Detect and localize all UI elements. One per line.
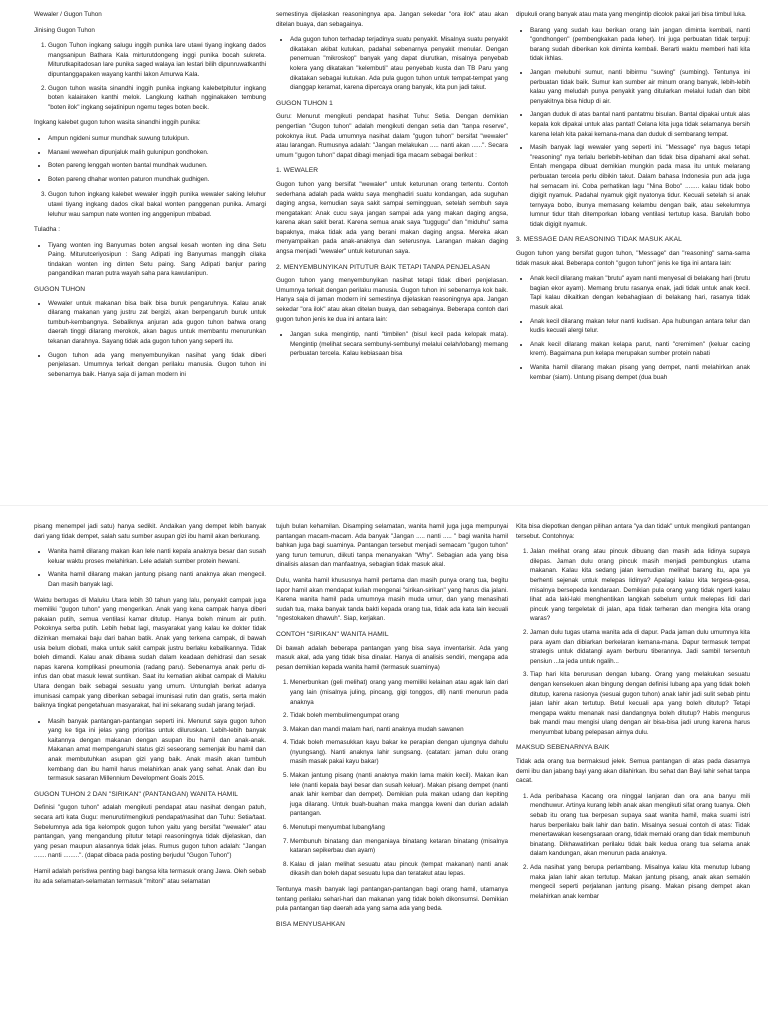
paragraph: Tidak ada orang tua bermaksud jelek. Semua pantangan di atas pada dasarnya demi ibu dan jabang bayi yang akan dilahirkan. Ibu sehat dan Bayi lahir sehat tanpa cacat. [516,758,750,785]
bullet-list [34,241,266,279]
numbered-list [34,41,266,112]
subsection-heading: 1. WEWALER [276,167,319,175]
bullet-list [276,330,508,359]
list-item: • Anak kecil dilarang makan "brutu" ayam nanti menyesal di belakang hari (brutu bagian ekor ayam). Memang brutu rasanya enak, jadi tidak untuk anak kecil. Tapi kalau dikaitkan dengan kebahagiaan di belakang hari, rasanya tidak masuk akal. [530,274,750,312]
list-item: • Masih banyak pantangan-pantangan seperti ini. Menurut saya gugon tuhon yang ke tiga ini jelas yang prioritas untuk diluruskan. Lebih-lebih banyak kaitannya dengan makanan dengan asupan ibu hamil dan anak-anak. Makanan amat mempengaruhi status gizi seseorang semenjak ibu hamil dan anak membutuhkan asupan gizi yang baik. Anak masih akan tumbuh kembang dan ibu hamil harus melahirkan anak yang sehat. Anak dan ibu termasuk sasaran Millennium Development Goals 2015. [48,717,266,784]
paragraph: Definisi "gugon tuhon" adalah mengikuti pendapat atau nasihat dengan patuh, secara arti kata Gugu: menuruti/mengikuti pendapat/nasihat dan Tuhu: Setia/taat. Sebelumnya ada tiga kelompok gugon tuhon yaitu yang bersifat "wewaler" atau pantangan, yang mengandung pitutur tetapi reasoningnya tidak dijelaskan, dan yang pesan maupun alasannya tidak jelas. Rumus gugon tuhon adalah: "Jangan ....... nanti .........". (dapat dibaca pada posting berjudul "Gugon Tuhon") [34,804,266,860]
subsection-heading: 2. MENYEMBUNYIKAN PITUTUR BAIK TETAPI TANPA PENJELASAN [276,263,491,271]
list-item: 2. Jaman dulu tugas utama wanita ada di dapur. Pada jaman dulu umumnya kita para ayam dan dibiarkan berkelaran kemana-mana. Dapur termasuk tempat strategis untuk didatangi ayam berburu tiberannya. Jadi sambil tersentuh pensiun ...ta jeda untuk ngalih... [530,628,750,666]
list-item: 7. Membunuh binatang dan menganiaya binatang ketaran binatang (misalnya kataran sepikerbau dan ayam) [290,837,508,856]
list-item: • Manawi wewehan dipunjaluk malih gulunipun gondhoken. [48,148,266,158]
bullet-list [516,274,750,382]
paragraph: Gugon tuhon yang menyembunyikan nasihat tetapi tidak diberi penjelasan. Umumnya terkait dengan perilaku manusia. Gugon tuhon ini sebenarnya kok baik. Hanya saja di jaman modern ini semestinya dijelaskan reasoningnya apa. Jangan sekedar "ora ilok" atau akan ditelan buaya, dan sebagainya. Beberapa contoh dari gugon tuhon jenis ke dua ini antara lain: [276,277,508,323]
list-item: • Anak kecil dilarang makan telur nanti kudisan. Apa hubungan antara telur dan kudis kecuali alergi telur. [530,317,750,336]
list-item: 3. Tiap hari kita berurusan dengan lubang. Orang yang melakukan sesuatu dengan kensekuen akan bingung dengan definisi lubang apa yang tidak boleh ditutup, karena rasionya (sesuai gugon tuhon) anak lahir jadi sulit sebab pintu jalan lahir akan tertutup. Betul kecuali apa yang boleh ditutup? Tetapi mengapa waktu menanak nasi dandangnya boleh ditutup? Habis mengurus bak mandi mau mengisi ulang dengan air bisa-bisa jadi urung karena harus menyumbat lubang pelepasan airnya dulu. [530,670,750,737]
page2-column-1 [34,522,266,1018]
paragraph: Di bawah adalah beberapa pantangan yang bisa saya inventarisir. Ada yang masuk akal, ada yang tidak bisa dinalar. Hanya di analisis sendiri, mengapa ada pesan demikian kepada wanita hamil (termasuk suaminya) [276,644,508,671]
list-item: • Boten pareng lenggah wonten bantal mundhak wudunen. [48,161,266,171]
page2-column-2 [276,522,508,1018]
list-item: 1. Jalan melihat orang atau pincuk dibuang dan masih ada lidinya supaya dilepas. Jaman dulu orang pincuk masih menjadi pembungkus utama makanan. Kalau kita sedang jalan kemudian melihat barang itu, apa ya berhenti sejenak untuk melepas lidinya? Apalagi kalau kita tergesa-gesa, misalnya bersepeda kendaraan. Demikian pula orang yang tidak ngerti kalau lihat ada laki-laki menghentikan langkah sebelum untuk melepas lidi dari pincuk yang tergeletak di jalan, apa tidak terheran dan mengira kita orang waras? [530,547,750,624]
bullet-list [34,717,266,784]
section-heading: BISA MENYUSAHKAN [276,920,346,928]
list-item: • Jangan duduk di atas bantal nanti pantatmu bisulan. Bantal dipakai untuk alas kepala kok dipakai untuk alas pantat! Celana kita juga tidak selamanya bersih karena lelah kita pakai kemana-mana dan duduk di sembarang tempat. [530,110,750,139]
list-item: 2. Ada nasihat yang berupa perlambang. Misalnya kalau kita menutup lubang maka jalan lahir akan tertutup. Makan jantung pisang, anak akan semakin mengecil seperti perjalanan jantung pisang. Makan pisang dempet akan melahirkan anak kembar [530,863,750,901]
list-item: • Jangan suka mengintip, nanti "timbilen" (bisul kecil pada kelopak mata). Mengintip (melihat secara sembunyi-sembunyi melalui celah/lobang) memang perbuatan tercela. Kalau kebiasaan bisa [290,330,508,359]
list-item: 1. Gugon Tuhon ingkang salugu inggih punika lare utawi tiyang ingkang dados mangsanipun Bathara Kala mirturutdongeng inggi punika bocah sukreta. Miturutkapitadosan lare punika saged walaya ian lestari bilih dipunruwatkanthi dipuntanggapaken wayang kanthi lakon Amurwa Kala. [48,41,266,79]
list-item: • Anak kecil dilarang makan kelapa parut, nanti "cremimen" (keluar cacing krem). Bagaimana pun kelapa merupakan sumber protein nabati [530,340,750,359]
list-item: 2. Gugon tuhon wasita sinandhi inggih punika ingkang kalebetpitutur ingkang boten kalairaken kanthi melok. Langkung kathah ngginakaken tembung "boten ilok" ingkang sejatinipun ngemu teges boten becik. [48,84,266,113]
paragraph: dipukuli orang banyak atau mata yang mengintip dicolok pakai jari bisa timbul luka. [516,11,747,18]
list-item: 1. Ada peribahasa Kacang ora ninggal lanjaran dan ora ana banyu mili mendhuwur. Artinya kurang lebih anak akan mengikuti sifat orang tuanya. Oleh sebab itu orang tua berpesan supaya saat wanita hamil, maka suami istri harus berperilaku baik lahir dan batin. Misalnya sesuai contoh di atas: Tidak menertawakan kesengsaraan orang, tidak memaki orang dan tidak membunuh binatang. Dikhawatirkan perilaku tidak baik kedua orang tua selama anak dalam kandungan, akan menurun pada anaknya. [530,792,750,859]
label: Tuladha : [34,226,61,234]
list-item: 8. Kalau di jalan melihat sesuatu atau pincuk (tempat makanan) nanti anak dikasih dan boleh dapat sesuatu lupa dan teratakut atau lepas. [290,860,508,879]
paragraph: Gugon tuhon yang bersifat gugon tuhon, "Message" dan "reasoning" sama-sama tidak masuk akal. Beberapa contoh "gugon tuhon" jenis ke tiga ini antara lain: [516,250,750,267]
list-item: • Tiyang wonten ing Banyumas boten angsal kesah wonten ing dina Setu Paing. Miturutceriyosipun : Sang Adipati ing Banyumas manggih cilaka tindakan wonten ing dinten Setu paing. Sang Adipati banjur paring pangandikan maran putra wayah saha para kawulanipun. [48,241,266,279]
page1-column-2 [276,10,508,488]
list-item: • Masih banyak lagi wewaler yang seperti ini. "Message" nya bagus tetapi "reasoning" nya terlalu berlebih-lebihan dan tidak bisa dipahami akal sehat. Entah mengapa dibuat demikian mungkin pada masa itu untuk melarang perbuatan tercela perlu dibikin takut. Dalam bahasa Indonesia pun ada juga hal semacam ini. Coba perhatikan lagu "Nina Bobo" ........ kalau tidak bobo digigit nyamuk. Padahal nyamuk gigit nyatonya tidur. Kecuali setelah si anak ternyaya bobo, ibunya memasang kelambu dengan baik, atau sekelumnya lumnur tidur titah ditemporkan lobang ventilasi tertutup kasa. Barulah bobo tidak digigit nyamuk. [530,143,750,229]
bullet-list [34,134,266,184]
section-heading: GUGON TUHON 2 DAN "SIRIKAN" (PANTANGAN) WANITA HAMIL [34,790,239,798]
numbered-list [34,190,266,219]
numbered-list [276,678,508,879]
list-item: • Barang yang sudah kau berikan orang lain jangan diminta kembali, nanti "gondhongen" (pembengkakan pada leher). Ini juga perbuatan tidak terpuji: barang sudah diberikan kok diminta kembali. Berarti waktu memberi hati kita tidak ikhlas. [530,26,750,64]
paragraph: Ingkang kalebet gugon tuhon wasita sinandhi inggih punika: [34,119,201,127]
paragraph: tujuh bulan kehamilan. Disamping selamatan, wanita hamil juga juga mempunyai pantangan macam-macam. Ada banyak "Jangan ..... nanti ..... " bagi wanita hamil bahkan juga bagi suaminya. Pantangan tersebut menjadi semacam "gugon tuhon" yang turun temurun, diikuti tanpa menanyakan "Why". Sebagian ada yang bisa dinalisis alasan dan manfaatnya, sebagian tidak masuk akal. [276,523,508,569]
page1-column-3 [516,10,750,488]
list-item: 4. Tidak boleh memasukkan kayu bakar ke perapian dengan ujungnya dahulu (nyungsang). Nanti anaknya lahir sungsang. (catatan: jaman dulu orang masih masak pakai kayu bakar) [290,738,508,767]
list-item: 3. Gugon tuhon ingkang kalebet wewaler inggih punika wewaler saking leluhur utawi tiyang ingkang dados cikal bakal wonten panggenan punika. Amargi leluhur wau sampun nate wonten ing anggenipun mbabad. [48,190,266,219]
bullet-list [34,547,266,589]
list-item: • Wanita hamil dilarang makan ikan lele nanti kepala anaknya besar dan susah keluar waktu proses melahirkan. Lele adalah sumber protein hewani. [48,547,266,566]
list-item: • Gugon tuhon ada yang menyembunyikan nasihat yang tidak diberi penjelasan. Umumnya terkait dengan perilaku manusia. Gugon tuhon ini sebenarnya baik. Hanya saja di jaman modern ini [48,351,266,380]
list-item: • Ada gugon tuhon terhadap terjadinya suatu penyakit. Misalnya suatu penyakit dikatakan akibat kutukan, padahal sebenarnya penyakit menular. Dengan penemuan "mikroskop" banyak yang dapat diurutkan, misalnya penyebab kolera yang dikatakan "kelembuti" atau penyebab kusta dan TB Paru yang dikatakan sebagai kutukan. Ada pula gugon tuhon untuk tempat-tempat yang dianggap keramat, karena dipercaya orang banyak, kita pun jadi takut. [290,35,508,93]
numbered-list [516,792,750,902]
paragraph: Guru: Menurut mengikuti pendapat hasihat Tuhu: Setia. Dengan demikian pengertian "Gugon tuhon" adalah mengikuti dengan setia dan "tanpa reserve", pokoknya ikut. Pada umumnya nasihat dalam "gugon tuhon" bersifat "wewaler" atau larangan. Rumusnya adalah: "Jangan melakukan ..... nanti akan ......". Secara umum "gugon tuhon" dapat dibagi menjadi tiga macam sebagai berikut : [276,113,508,159]
doc-subtitle: Jinising Gugon Tuhon [34,26,95,34]
page-divider [0,505,768,506]
list-item: • Wewaler untuk makanan bisa baik bisa buruk pengaruhnya. Kalau anak dilarang makanan yang justru zat bergizi, akan berpengaruh buruk untuk tumbuh-kembangnya. Sebaliknya anjuran ada gugon tuhon bahwa orang daerah tinggi dilarang merokok, akan bagus untuk membantu menurunkan tekanan darahnya. Sayang tidak ada gugon tuhon yang seperti itu. [48,299,266,347]
list-item: 5. Makan jantung pisang (nanti anaknya makin lama makin kecil). Makan ikan lele (nanti kepala bayi besar dan susah keluar). Makan pisang dempet (nanti anak lahir kembar dan dempet). Demikian pula makan udang dan kepiting juga dilarang. Untuk buah-buahan maka mangga kweni dan durian adalah pantangan. [290,771,508,819]
section-heading: GUGON TUHON 1 [276,99,333,107]
paragraph: Tentunya masih banyak lagi pantangan-pantangan bagi orang hamil, utamanya tentang perilaku sehari-hari dan makanan yang tidak boleh dikonsumsi. Demikian pula pantangan tiap daerah ada yang sama ada yang beda. [276,886,508,913]
paragraph: semestinya dijelaskan reasoningnya apa. Jangan sekedar "ora ilok" atau akan ditelan buaya, dan sebagainya. [276,11,508,28]
page2-column-3 [516,522,750,1018]
list-item: • Wanita hamil dilarang makan pisang yang dempet, nanti melahirkan anak kembar (siam). Untung pisang dempet (dua buah [530,363,750,382]
page1-column-1 [34,10,266,488]
section-heading: 3. MESSAGE DAN REASONING TIDAK MASUK AKAL [516,236,682,244]
section-heading: CONTOH "SIRIKAN" WANITA HAMIL [276,630,389,638]
list-item: 2. Tidak boleh membulimengumpat orang [290,711,508,721]
paragraph: Dulu, wanita hamil khususnya hamil pertama dan masih punya orang tua, begitu lapor hamil akan mendapat kuliah mengenai "sirikan-sirikan" yang harus dia jalani. Karena wanita hamil pada umumnya masih muda umur, dan yang menasihati sudah tua, maka banyak tanda bakti kepada orang tua, tidak ada kata lain kecuali "ngestokaken dhawuh". Siap, kerjakan. [276,576,508,623]
paragraph: Waktu bertugas di Maluku Utara lebih 30 tahun yang lalu, penyakit campak juga memiliki "gugon tuhon" yang mengerikan. Anak yang kena campak hanya diberi pakaian putih, semua ventilasi kamar ditutup. Hanya boleh minum air putih. Pokoknya serba putih. Lebih hebat lagi, masyarakat yang kalau ke dokter tidak diizinkan memakai baju dari bahan batik. Anak yang terkena campak, di bawah usia belum diobati, maka untuk sakit campak justru berlaku kebalikannya. Tidak boleh dimandi. Kalau anak dibawa sudah dalam keadaan dehidrasi dan sesak napas karena komplikasi pneumonia (radang paru). Sebenarnya anak perlu di-infus dan obat masuk lewat suntikan. Saat itu kematian akibat campak di Maluku Utara dengan baik sebagai sesuatu yang umum. Untunglah berkat adanya imunisasi campak yang diberikan sebagai imunisasi rutin dan gratis, serta makin baiknya tingkat pengetahuan masyarakat, hal ini sekarang sudah jarang terjadi. [34,596,266,710]
doc-title: Wewaler / Gugon Tuhon [34,11,102,18]
list-item: 6. Menutupi menyumbat lubang/lang [290,823,508,833]
paragraph: Kita bisa diepotkan dengan pilihan antara "ya dan tidak" untuk mengikuti pantangan tersebut. Contohnya: [516,523,750,540]
list-item: • Boten pareng dhahar wonten paturon mundhak gudhigen. [48,175,266,185]
paragraph: Hamil adalah peristiwa penting bagi bangsa kita termasuk orang Jawa. Oleh sebab itu ada selamatan-selamatan termasuk "mitoni" atau selamatan [34,868,266,885]
section-heading: GUGON TUHON [34,286,86,294]
list-item: 1. Menerbunkan (geli melihat) orang yang memiliki kelainan atau agak lain dari yang lain (misalnya juling, pincang, gigi tonggos, dll) nanti menurun pada anaknya [290,678,508,707]
section-heading: MAKSUD SEBENARNYA BAIK [516,744,610,752]
bullet-list [516,26,750,230]
list-item: • Jangan melubuhi sumur, nanti bibirmu "suwing" (sumbing). Tentunya ini perbuatan tidak baik. Sumur kan sumber air minum orang banyak, lebih-lebih kalau yang meludah punya penyakit yang ditularkan melalui ludah dan bibit penyakitnya bisa hidup di air. [530,68,750,106]
bullet-list [34,299,266,380]
paragraph: Gugon tuhon yang bersifat "wewaler" untuk keturunan orang tertentu. Contoh sederhana adalah pada waktu saya menghadiri suatu kondangan, ada suguhan daging angsa, kemudian saya sakit sampai semingguan, setelah sembuh saya mengatakan: Anak cucu saya jangan sampai ada yang makan daging angsa, karena akan sakit berat. Karena semua anak saya "tuggugu" dan "miduhu" sama bapaknya, maka tidak ada yang berani makan daging angsa. Mereka akan menyampaikan pada anak-anaknya dan seterusnya. Larangan makan daging angsa menjadi "wewaler" untuk keturunan saya. [276,180,508,256]
list-item: • Wanita hamil dilarang makan jantung pisang nanti anaknya akan mengecil. Dan masih banyak lagi. [48,570,266,589]
numbered-list [516,547,750,737]
list-item: • Ampun ngideni sumur mundhak suwung tutukipun. [48,134,266,144]
list-item: 3. Makan dan mandi malam hari, nanti anaknya mudah sawanen [290,725,508,735]
paragraph: pisang menempel jadi satu) hanya sedikit. Andaikan yang dempet lebih banyak dari yang tidak dempet, salah satu sumber asupan gizi ibu hamil akan berkurang. [34,523,266,540]
bullet-list [276,35,508,93]
